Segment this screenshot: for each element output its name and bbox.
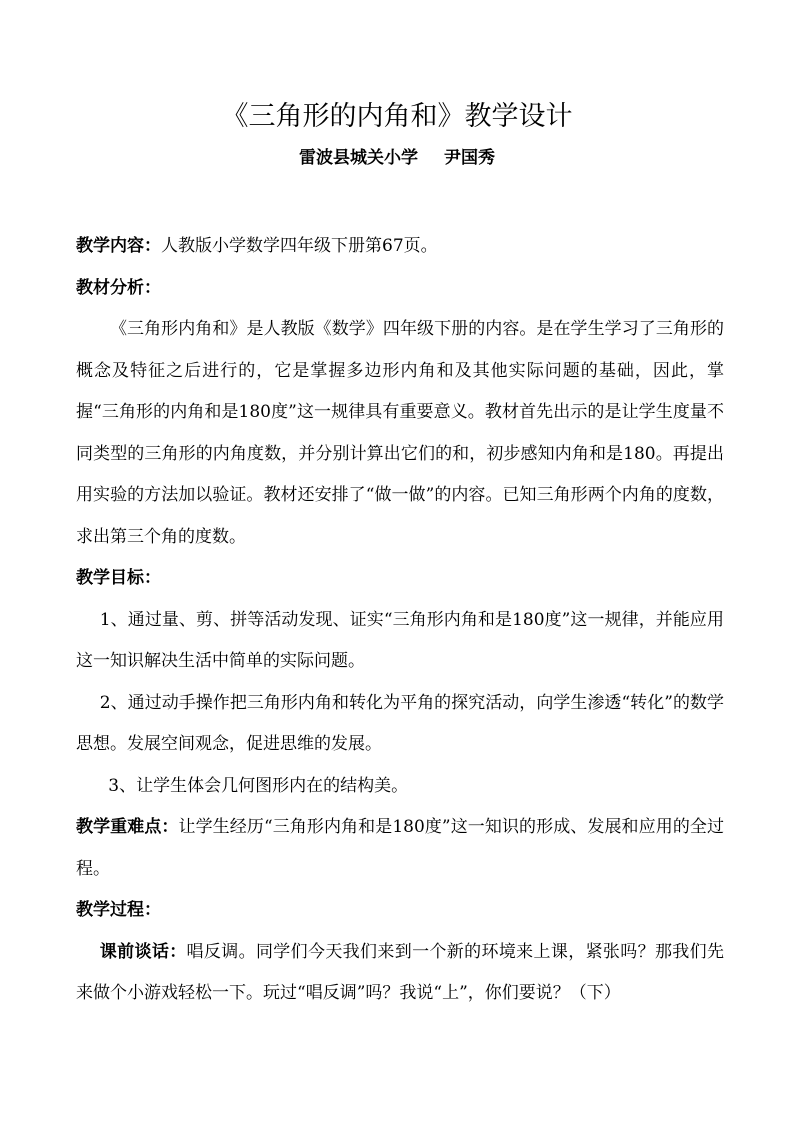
process-intro-paragraph: [76, 932, 724, 1015]
process-intro-label: 课前谈话：: [99, 941, 187, 962]
author-name: 尹国秀: [444, 148, 495, 168]
key-points-text: 让学生经历“三角形内角和是180度”这一知识的形成、发展和应用的全过程。: [76, 817, 724, 879]
analysis-label: 教材分析：: [76, 277, 161, 298]
goal-item-3: 3、让学生体会几何图形内在的结构美。: [108, 775, 409, 796]
analysis-paragraph: 《三角形内角和》是人教版《数学》四年级下册的内容。是在学生学习了三角形的概念及特征之后进行的，它是掌握多边形内角和及其他实际问题的基础，因此，掌握“三角形的内角和是180度”这一规律具有重要意义。教材首先出示的是让学生度量不同类型的三角形的内角度数，并分别计算出它们的和，初步感知内角和是180。再提出用实验的方法加以验证。教材还安排了“做一做”的内容。已知三角形两个内角的度数，求出第三个角的度数。: [76, 319, 724, 547]
analysis-heading: [76, 268, 724, 310]
document-body: [76, 226, 724, 1015]
content-label: 教学内容：: [76, 236, 161, 256]
key-points-paragraph: [76, 807, 724, 890]
key-points-label: 教学重难点：: [76, 817, 179, 837]
process-intro-text: 唱反调。同学们今天我们来到一个新的环境来上课，紧张吗？那我们先来做个小游戏轻松一下。玩过“唱反调”吗？我说“上”，你们要说？（下）: [76, 941, 725, 1003]
goal-item-2: 2、通过动手操作把三角形内角和转化为平角的探究活动，向学生渗透“转化”的数学思想。发展空间观念，促进思维的发展。: [76, 692, 724, 754]
author-school: 雷波县城关小学: [299, 148, 418, 168]
document-title: 《三角形的内角和》教学设计: [221, 101, 573, 132]
goals-label: 教学目标：: [76, 568, 161, 588]
content-text: 人教版小学数学四年级下册第67页。: [161, 236, 438, 256]
process-label: 教学过程：: [76, 900, 161, 920]
author-line: [0, 145, 794, 171]
goals-heading: [76, 558, 724, 600]
goal-item-1: 1、通过量、剪、拼等活动发现、证实“三角形内角和是180度”这一规律，并能应用这一知识解决生活中简单的实际问题。: [76, 609, 724, 671]
content-paragraph: [76, 226, 724, 268]
process-heading: [76, 890, 724, 932]
